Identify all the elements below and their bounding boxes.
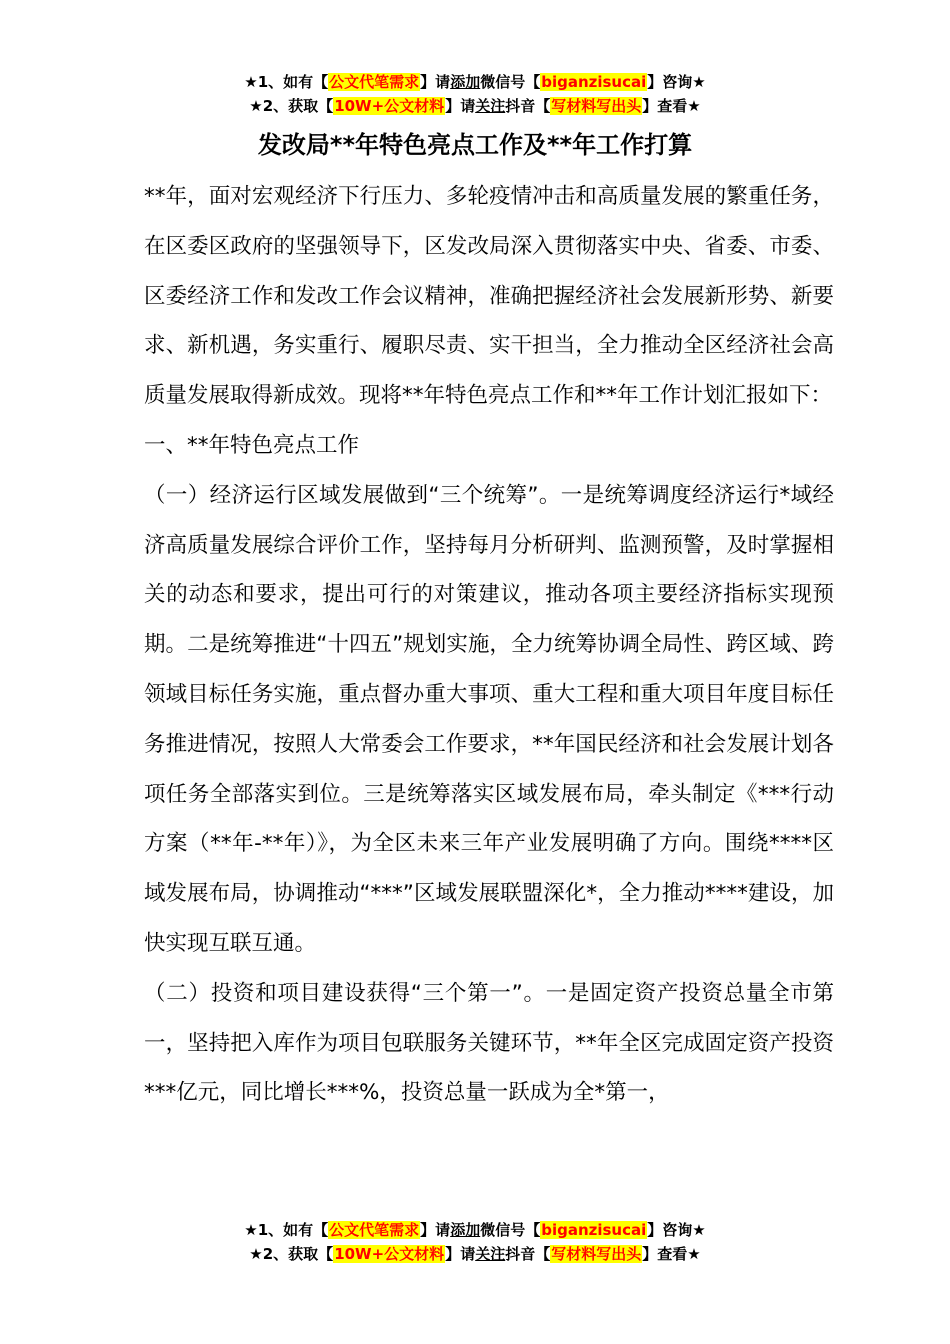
highlight-service: 公文代笔需求 — [329, 73, 420, 91]
highlight-wechat-id: biganzisucai — [541, 73, 647, 91]
promo-line-2: ★2、获取【10W+公文材料】请关注抖音【写材料写出头】查看★ — [249, 1245, 701, 1263]
paragraph-intro: **年，面对宏观经济下行压力、多轮疫情冲击和高质量发展的繁重任务，在区委区政府的坚强领导下，区发改局深入贯彻落实中央、省委、市委、区委经济工作和发改工作会议精神，准确把握经济社会发展新形势、新要求、新机遇，务实重行、履职尽责、实干担当，全力推动全区经济社会高质量发展取得新成效。现将**年特色亮点工作和**年工作计划汇报如下： — [144, 184, 834, 409]
promo-banner-bottom — [0, 1218, 950, 1266]
document-title: 发改局**年特色亮点工作及**年工作打算 — [257, 131, 693, 159]
highlight-materials: 10W+公文材料 — [334, 97, 445, 115]
paragraph-economy: （一）经济运行区域发展做到“三个统筹”。一是统筹调度经济运行*域经济高质量发展综合评价工作，坚持每月分析研判、监测预警，及时掌握相关的动态和要求，提出可行的对策建议，推动各项主要经济指标实现预期。二是统筹推进“十四五”规划实施，全力统筹协调全局性、跨区域、跨领域目标任务实施，重点督办重大事项、重大工程和重大项目年度目标任务推进情况，按照人大常委会工作要求，**年国民经济和社会发展计划各项任务全部落实到位。三是统筹落实区域发展布局，牵头制定《***行动方案（**年-**年）》，为全区未来三年产业发展明确了方向。围绕****区域发展布局，协调推动“***”区域发展联盟深化*，全力推动****建设，加快实现互联互通。 — [144, 482, 834, 956]
promo-line-2: ★2、获取【10W+公文材料】请关注抖音【写材料写出头】查看★ — [249, 97, 701, 115]
highlight-douyin: 写材料写出头 — [551, 1245, 642, 1263]
promo-line-1: ★1、如有【公文代笔需求】请添加微信号【biganzisucai】咨询★ — [244, 1221, 706, 1239]
promo-banner-top — [0, 70, 950, 118]
document-body — [144, 172, 834, 1118]
promo-line-1: ★1、如有【公文代笔需求】请添加微信号【biganzisucai】咨询★ — [244, 73, 706, 91]
highlight-douyin: 写材料写出头 — [551, 97, 642, 115]
section-heading: 一、**年特色亮点工作 — [144, 432, 360, 458]
highlight-wechat-id: biganzisucai — [541, 1221, 647, 1239]
paragraph-investment: （二）投资和项目建设获得“三个第一”。一是固定资产投资总量全市第一，坚持把入库作为项目包联服务关键环节，**年全区完成固定资产投资***亿元，同比增长***%，投资总量一跃成为全*第一， — [144, 980, 834, 1106]
highlight-service: 公文代笔需求 — [329, 1221, 420, 1239]
highlight-materials: 10W+公文材料 — [334, 1245, 445, 1263]
